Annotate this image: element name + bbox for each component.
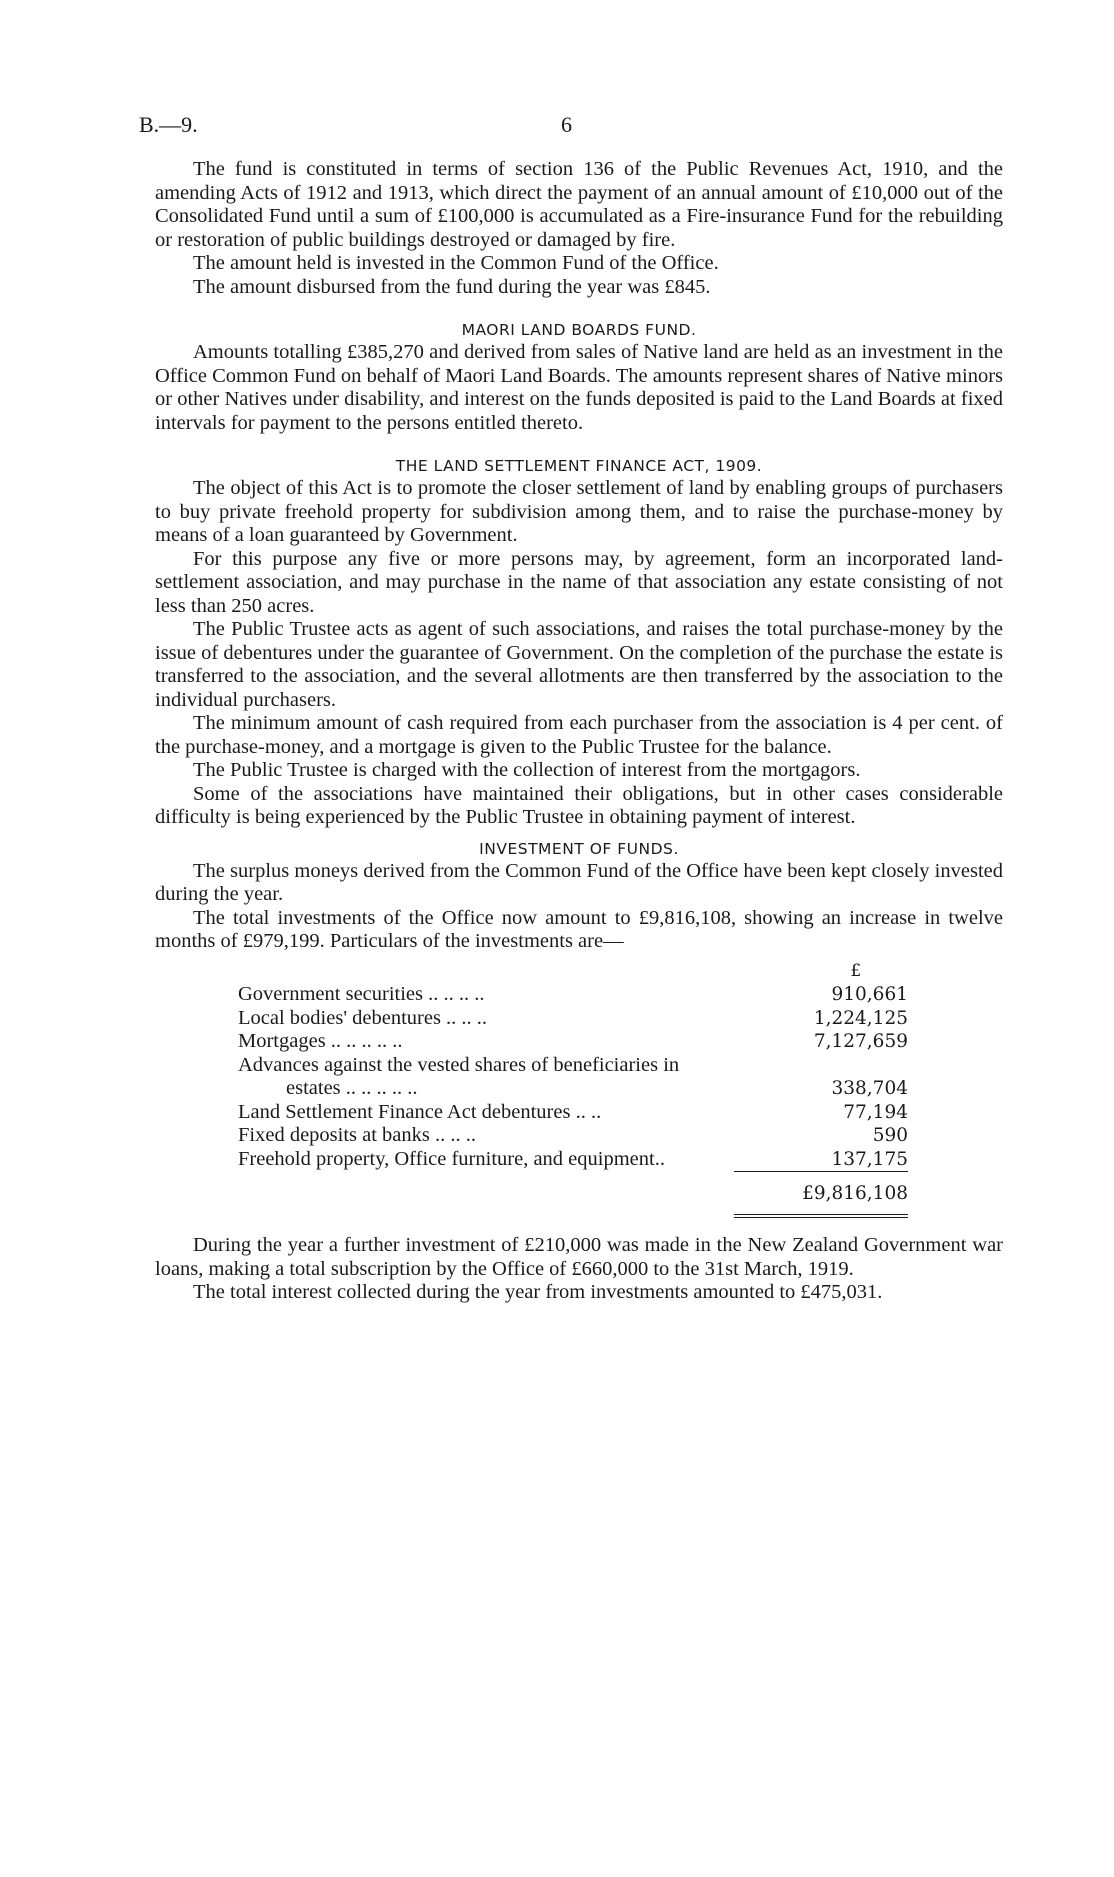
investment-total: £9,816,108 [734, 1172, 908, 1217]
land-settlement-section [155, 455, 1003, 830]
table-row [238, 1101, 908, 1125]
paragraph: The total interest collected during the year from investments amounted to £475,031. [193, 1281, 883, 1303]
investment-amount: 77,194 [843, 1101, 908, 1123]
paragraph: The surplus moneys derived from the Common Fund of the Office have been kept closely invested during the year. [155, 859, 1003, 905]
table-row [238, 1054, 908, 1078]
section-heading: INVESTMENT OF FUNDS. [479, 839, 679, 858]
investment-amount: 590 [872, 1125, 908, 1146]
closing-paragraphs [155, 1234, 1003, 1305]
section-heading-text: THE LAND SETTLEMENT FINANCE ACT, [395, 457, 716, 475]
fire-insurance-fund-section [155, 158, 1003, 299]
investments-table [238, 960, 908, 1219]
paragraph: The amount disbursed from the fund during the year was £845. [193, 275, 711, 298]
paragraph: During the year a further investment of £210,000 was made in the New Zealand Government war loans, making a total subscription by the Office of £660,000 to the 31st March, 1919. [155, 1234, 1003, 1280]
section-heading [155, 455, 1003, 477]
table-row [238, 1124, 908, 1148]
table-total-row [238, 1172, 908, 1217]
page-body [155, 158, 1003, 1305]
investment-of-funds-section [155, 838, 1003, 1305]
table-unit-row [238, 960, 908, 984]
paragraph: The fund is constituted in terms of section 136 of the Public Revenues Act, 1910, and the amending Acts of 1912 and 1913, which direct the payment of an annual amount of £10,000 out of the Consolidated Fund until a sum of £100,000 is accumulated as a Fire-insurance Fund for the rebuilding or restoration of public buildings destroyed or damaged by fire. [155, 158, 1003, 251]
investment-label: Mortgages .. .. .. .. .. [238, 1030, 403, 1052]
page-number: 6 [561, 112, 572, 137]
investment-amount: 338,704 [831, 1078, 908, 1099]
paragraph: The amount held is invested in the Common Fund of the Office. [193, 252, 719, 274]
table-row [238, 1148, 908, 1172]
paragraph: The Public Trustee is charged with the collection of interest from the mortgagors. [193, 759, 861, 781]
investment-label: estates .. .. .. .. .. [286, 1077, 418, 1099]
investment-label: Local bodies' debentures .. .. .. [238, 1006, 488, 1029]
investment-amount: 1,224,125 [813, 1007, 908, 1029]
table-row [238, 1030, 908, 1054]
page-header [139, 112, 999, 142]
paragraph: The object of this Act is to promote the closer settlement of land by enabling groups of purchasers to buy private freehold property for subdivision among them, and to raise the purchase-money by means of a loan guaranteed by Government. [155, 477, 1003, 546]
paragraph: The total investments of the Office now amount to £9,816,108, showing an increase in twelve months of £979,199. Particulars of the investments are— [155, 906, 1003, 952]
investment-amount: 910,661 [831, 984, 908, 1005]
investment-label: Freehold property, Office furniture, and equipment.. [238, 1148, 665, 1170]
section-heading-year: 1909. [715, 457, 763, 475]
section-heading: MAORI LAND BOARDS FUND. [461, 321, 697, 339]
currency-unit: £ [850, 960, 862, 981]
paragraph: For this purpose any five or more persons may, by agreement, form an incorporated land-settlement association, and may purchase in the name of that association any estate consisting of not less than 250 acres. [155, 547, 1003, 617]
investment-amount: 7,127,659 [813, 1031, 908, 1052]
investment-label: Land Settlement Finance Act debentures .. .. [238, 1100, 602, 1123]
investment-label: Advances against the vested shares of beneficiaries in [238, 1053, 680, 1076]
paragraph: The Public Trustee acts as agent of such associations, and raises the total purchase-money by the issue of debentures under the guarantee of Government. On the completion of the purchase the estate is transferred to the association, and the several allotments are then transferred by the association to the individual purchasers. [155, 618, 1003, 711]
table-row [238, 983, 908, 1007]
maori-land-boards-section [155, 319, 1003, 435]
investment-label: Fixed deposits at banks .. .. .. [238, 1124, 477, 1146]
investment-amount [734, 1054, 908, 1078]
table-row [238, 1077, 908, 1101]
investment-amount: 137,175 [831, 1148, 908, 1170]
document-reference: B.—9. [139, 112, 198, 137]
investment-label: Government securities .. .. .. .. [238, 983, 485, 1005]
table-row [238, 1007, 908, 1031]
paragraph: Some of the associations have maintained their obligations, but in other cases considerable difficulty is being experienced by the Public Trustee in obtaining payment of interest. [155, 782, 1003, 828]
paragraph: The minimum amount of cash required from each purchaser from the association is 4 per cent. of the purchase-money, and a mortgage is given to the Public Trustee for the balance. [155, 712, 1003, 758]
paragraph: Amounts totalling £385,270 and derived from sales of Native land are held as an investment in the Office Common Fund on behalf of Maori Land Boards. The amounts represent shares of Native minors or other Natives under disability, and interest on the funds deposited is paid to the Land Boards at fixed intervals for payment to the persons entitled thereto. [155, 341, 1003, 434]
